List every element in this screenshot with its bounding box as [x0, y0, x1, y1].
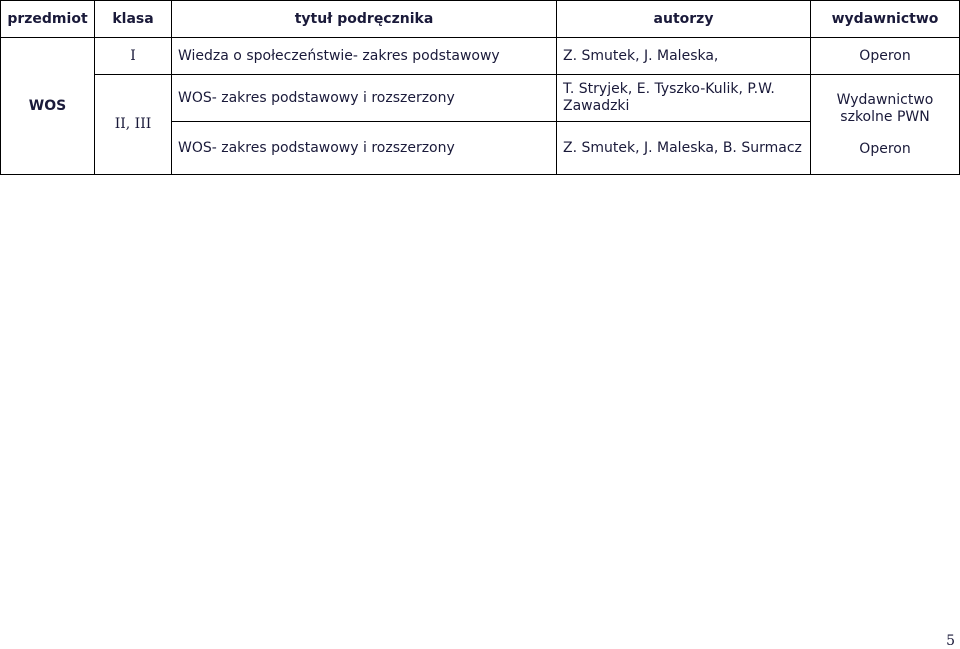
header-authors: autorzy	[557, 1, 811, 38]
publisher-cell-merged	[811, 75, 960, 175]
title-cell: WOS- zakres podstawowy i rozszerzony	[172, 122, 557, 175]
table-row	[1, 75, 960, 122]
authors-cell: Z. Smutek, J. Maleska,	[557, 38, 811, 75]
publisher-text: Wydawnictwo szkolne PWN	[836, 91, 934, 125]
header-publisher: wydawnictwo	[811, 1, 960, 38]
textbook-table	[0, 0, 960, 175]
subject-cell: WOS	[1, 38, 95, 175]
header-subject: przedmiot	[1, 1, 95, 38]
header-title: tytuł podręcznika	[172, 1, 557, 38]
page-number: 5	[946, 633, 955, 649]
title-cell: WOS- zakres podstawowy i rozszerzony	[172, 75, 557, 122]
class-cell: II, III	[95, 75, 172, 175]
class-cell: I	[95, 38, 172, 75]
authors-cell: Z. Smutek, J. Maleska, B. Surmacz	[557, 122, 811, 175]
publisher-text: Operon	[859, 140, 911, 157]
header-row	[1, 1, 960, 38]
title-cell: Wiedza o społeczeństwie- zakres podstawowy	[172, 38, 557, 75]
authors-cell: T. Stryjek, E. Tyszko-Kulik, P.W. Zawadzki	[557, 75, 811, 122]
table-row	[1, 38, 960, 75]
header-class: klasa	[95, 1, 172, 38]
publisher-cell: Operon	[811, 38, 960, 75]
